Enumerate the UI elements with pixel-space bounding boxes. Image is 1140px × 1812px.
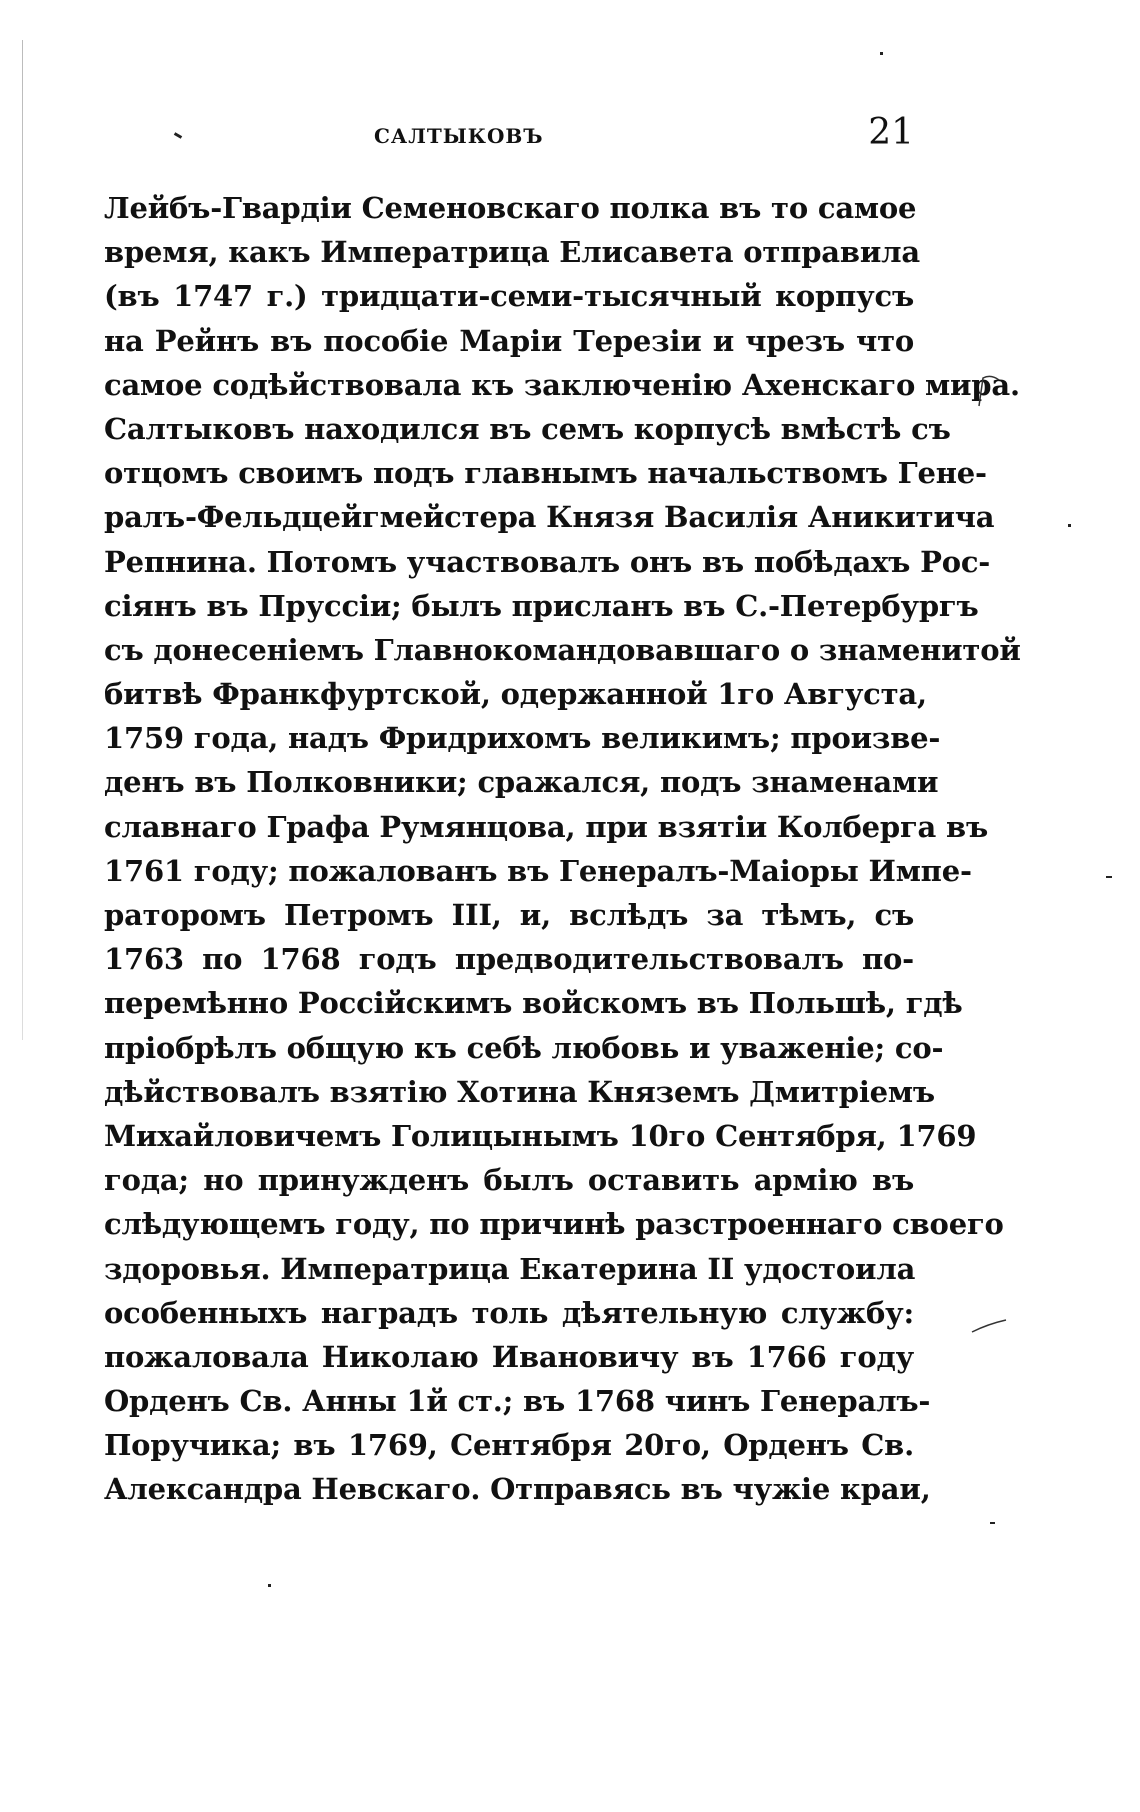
text-line: слѣдующемъ году, по причинѣ разстроеннаго своего	[104, 1207, 1004, 1242]
text-line: (въ 1747 г.) тридцати-семи-тысячный корпусъ	[104, 279, 914, 314]
margin-dash-mark	[970, 1318, 1008, 1336]
text-line: Поручика; въ 1769, Сентября 20го, Орденъ Св.	[104, 1428, 914, 1463]
text-line: на Рейнъ въ пособіе Маріи Терезіи и чрезъ что	[104, 323, 914, 358]
page-header	[104, 108, 914, 168]
text-line: Александра Невскаго. Отправясь въ чужіе краи,	[104, 1472, 931, 1507]
speck-mark	[1068, 524, 1071, 527]
text-line: съ донесеніемъ Главнокомандовавшаго о знаменитой	[104, 632, 1021, 667]
text-line: 1761 году; пожалованъ въ Генералъ-Маіоры Импе-	[104, 853, 972, 888]
text-line: здоровья. Императрица Екатерина II удостоила	[104, 1251, 916, 1286]
text-line: ралъ-Фельдцейгмейстера Князя Василія Аникитича	[104, 500, 995, 535]
text-line: дѣйствовалъ взятію Хотина Княземъ Дмитріемъ	[104, 1074, 935, 1109]
text-line: время, какъ Императрица Елисавета отправила	[104, 235, 920, 270]
text-line: особенныхъ наградъ толь дѣятельную службу:	[104, 1295, 914, 1330]
page-number: 21	[868, 112, 914, 153]
speck-mark	[1106, 876, 1112, 878]
text-line: Салтыковъ находился въ семъ корпусѣ вмѣстѣ съ	[104, 411, 951, 446]
text-line: перемѣнно Россійскимъ войскомъ въ Польшѣ, гдѣ	[104, 986, 963, 1021]
speck-mark	[268, 1584, 271, 1587]
text-line: Орденъ Св. Анны 1й ст.; въ 1768 чинъ Генералъ-	[104, 1384, 931, 1419]
text-line: Репнина. Потомъ участвовалъ онъ въ побѣдахъ Рос-	[104, 544, 991, 579]
text-line: года; но принужденъ былъ оставить армію въ	[104, 1163, 914, 1198]
text-line: сіянъ въ Пруссіи; былъ присланъ въ С.-Петербургъ	[104, 588, 979, 623]
margin-scribble-mark	[975, 372, 1005, 412]
text-line: пожаловала Николаю Ивановичу въ 1766 году	[104, 1339, 914, 1374]
running-head: САЛТЫКОВЪ	[374, 124, 544, 148]
text-line: битвѣ Франкфуртской, одержанной 1го Августа,	[104, 677, 927, 712]
text-line: 1763 по 1768 годъ предводительствовалъ по-	[104, 942, 914, 977]
text-line: Лейбъ-Гвардіи Семеновскаго полка въ то самое	[104, 191, 917, 225]
speck-mark	[990, 1522, 995, 1524]
text-line: денъ въ Полковники; сражался, подъ знаменами	[104, 765, 939, 800]
text-line: отцомъ своимъ подъ главнымъ начальствомъ Гене-	[104, 456, 987, 491]
text-line: пріобрѣлъ общую къ себѣ любовь и уваженіе; со-	[104, 1030, 944, 1065]
text-line: самое содѣйствовала къ заключенію Ахенскаго мира.	[104, 367, 1020, 402]
binding-edge-line	[22, 40, 23, 1040]
text-line: 1759 года, надъ Фридрихомъ великимъ; произве-	[104, 721, 941, 756]
text-line: славнаго Графа Румянцова, при взятіи Колберга въ	[104, 809, 988, 844]
text-line: Михайловичемъ Голицынымъ 10го Сентября, 1769	[104, 1118, 977, 1153]
text-line: раторомъ Петромъ III, и, вслѣдъ за тѣмъ, съ	[104, 898, 914, 932]
body-text	[104, 186, 1021, 1512]
speck-mark	[880, 52, 883, 55]
